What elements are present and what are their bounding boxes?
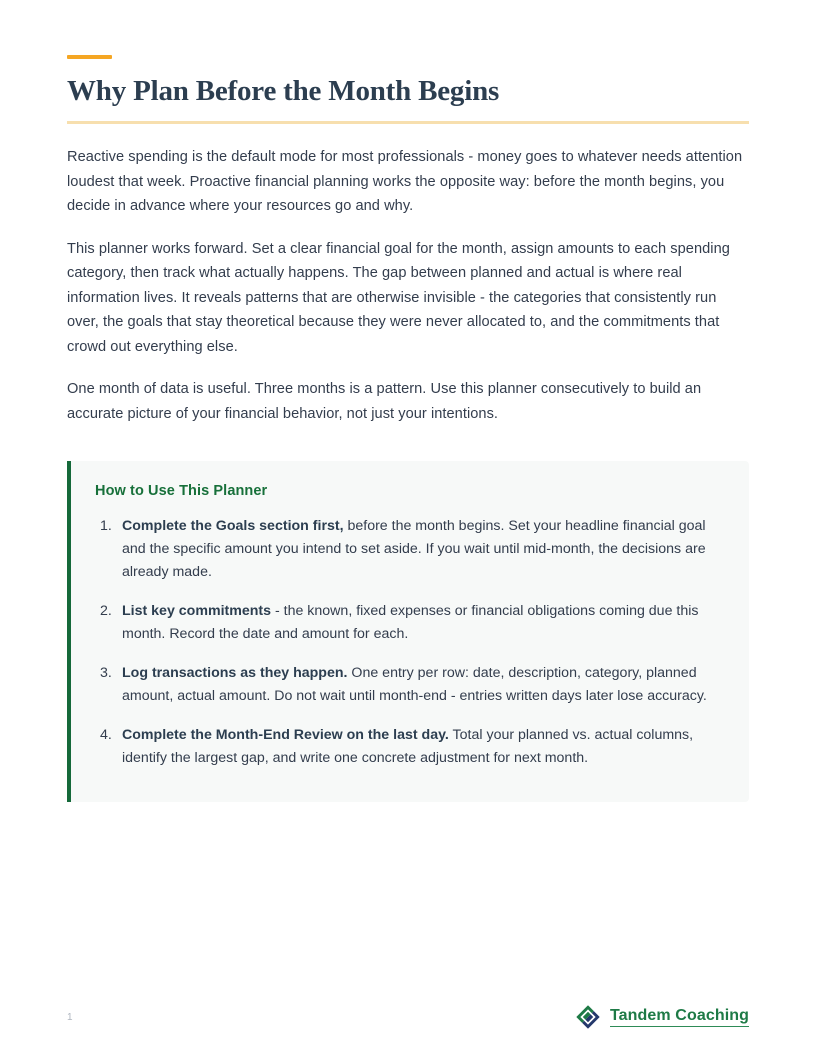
callout-heading: How to Use This Planner <box>95 483 268 500</box>
callout-step-1 <box>120 515 723 584</box>
page-content <box>67 0 749 802</box>
paragraph-2: This planner works forward. Set a clear financial goal for the month, assign amounts to each spending category, then track what actually happens. The gap between planned and actual is where real information lives. It reveals patterns that are otherwise invisible - the categories that consistently run over, the goals that stay theoretical because they were never allocated to, and the commitments that crowd out everything else. <box>67 240 730 355</box>
step-lead: Log transactions as they happen. <box>122 665 348 682</box>
body-copy <box>67 145 749 426</box>
step-body: before the month begins. Set your headline financial goal and the specific amount you intend to set aside. If you wait until mid-month, the decisions are already made. <box>122 518 706 581</box>
title-divider-rule <box>67 121 749 124</box>
how-to-use-callout <box>67 461 749 802</box>
title-accent-bar <box>67 55 112 59</box>
callout-step-3 <box>120 662 723 708</box>
callout-step-4 <box>120 724 723 770</box>
page-footer <box>67 1002 749 1032</box>
paragraph-3: One month of data is useful. Three months is a pattern. Use this planner consecutively to build an accurate picture of your financial behavior, not just your intentions. <box>67 381 702 422</box>
callout-step-2 <box>120 600 723 646</box>
brand-name: Tandem Coaching <box>610 1007 749 1027</box>
tandem-diamond-logo-icon <box>575 1004 601 1030</box>
callout-step-list <box>95 515 723 770</box>
step-lead: Complete the Goals section first, <box>122 518 344 535</box>
page-title: Why Plan Before the Month Begins <box>67 75 500 107</box>
page-number: 1 <box>67 1011 73 1023</box>
step-lead: List key commitments <box>122 603 272 620</box>
step-body: Total your planned vs. actual columns, identify the largest gap, and write one concrete adjustment for next month. <box>122 727 694 767</box>
step-body: One entry per row: date, description, category, planned amount, actual amount. Do not wait until month-end - entries written days later lose accuracy. <box>122 665 707 705</box>
step-lead: Complete the Month-End Review on the last day. <box>122 727 449 744</box>
brand-lockup <box>575 1004 749 1030</box>
step-body: - the known, fixed expenses or financial obligations coming due this month. Record the date and amount for each. <box>122 603 699 643</box>
paragraph-1: Reactive spending is the default mode for most professionals - money goes to whatever needs attention loudest that week. Proactive financial planning works the opposite way: before the month begins, you decide in advance where your resources go and why. <box>67 149 743 215</box>
